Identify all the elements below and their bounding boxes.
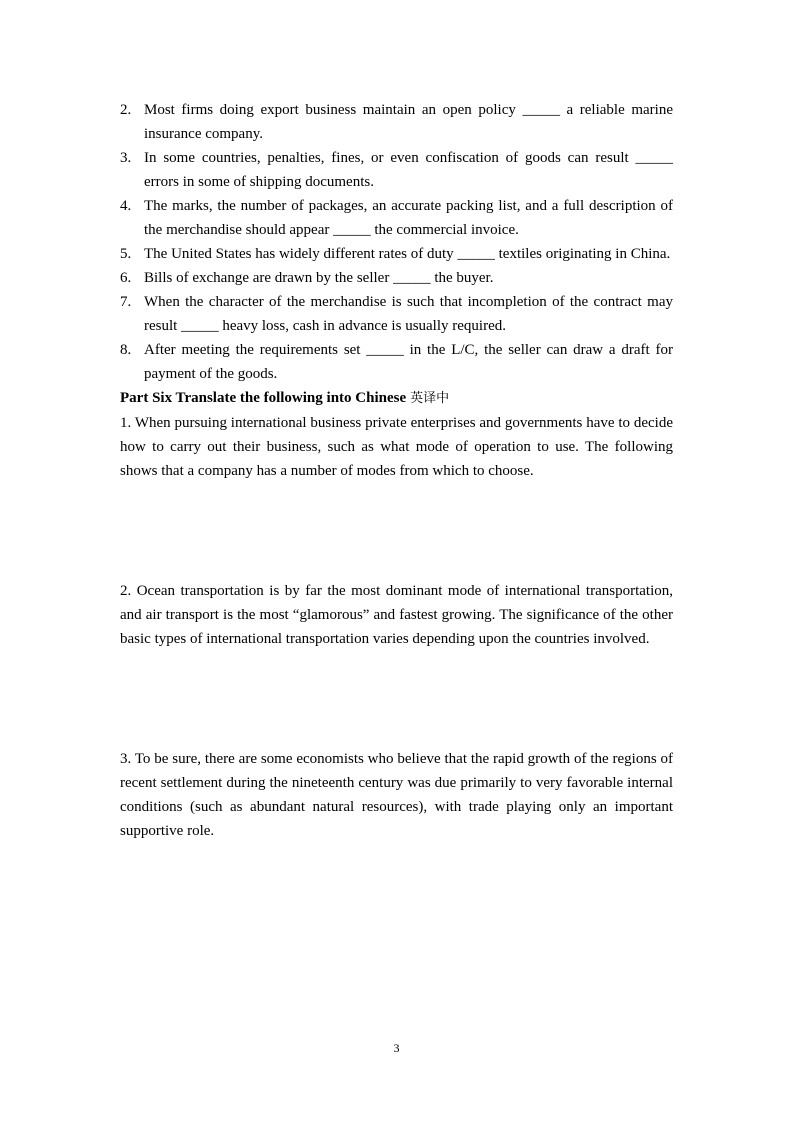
item-text: When the character of the merchandise is such that incompletion of the contract may result _____ heavy loss, cash in advance is usually required. xyxy=(144,294,673,334)
item-text: In some countries, penalties, fines, or even confiscation of goods can result _____ errors in some of shipping documents. xyxy=(144,150,673,190)
item-number: 8. xyxy=(120,342,132,358)
exercise-item-6 xyxy=(120,266,673,290)
item-text: The United States has widely different rates of duty _____ textiles originating in China. xyxy=(144,246,671,262)
exercise-item-4 xyxy=(120,194,673,242)
item-number: 5. xyxy=(120,246,132,262)
part-six-subtitle: 英译中 xyxy=(410,391,450,406)
item-number: 3. xyxy=(120,150,132,166)
exercise-item-2 xyxy=(120,98,673,146)
item-number: 4. xyxy=(120,198,132,214)
item-number: 6. xyxy=(120,270,132,286)
page-number: 3 xyxy=(393,1041,400,1055)
translation-passage-1: 1. When pursuing international business private enterprises and governments have to decide how to carry out their business, such as what mode of operation to use. The following shows that a company has a number of modes from which to choose. xyxy=(120,415,673,479)
exercise-item-7 xyxy=(120,290,673,338)
item-text: The marks, the number of packages, an accurate packing list, and a full description of the merchandise should appear _____ the commercial invoice. xyxy=(144,198,673,238)
item-number: 2. xyxy=(120,102,132,118)
translation-passage-3: 3. To be sure, there are some economists who believe that the rapid growth of the regions of recent settlement during the nineteenth century was due primarily to very favorable internal conditions (such as abundant natural resources), with trade playing only an important supportive role. xyxy=(120,751,673,839)
exercise-item-3 xyxy=(120,146,673,194)
exercise-item-5 xyxy=(120,242,673,266)
translation-passage-2: 2. Ocean transportation is by far the most dominant mode of international transportation, and air transport is the most “glamorous” and fastest growing. The significance of the other basic types of international transportation varies depending upon the countries involved. xyxy=(120,583,673,647)
part-six-title: Part Six Translate the following into Chinese xyxy=(120,390,407,406)
exercise-item-8 xyxy=(120,338,673,386)
answer-space-2 xyxy=(120,651,673,747)
item-text: After meeting the requirements set _____ in the L/C, the seller can draw a draft for payment of the goods. xyxy=(144,342,673,382)
item-text: Most firms doing export business maintain an open policy _____ a reliable marine insurance company. xyxy=(144,102,673,142)
item-text: Bills of exchange are drawn by the seller _____ the buyer. xyxy=(144,270,494,286)
answer-space-1 xyxy=(120,483,673,579)
item-number: 7. xyxy=(120,294,132,310)
part-six-heading xyxy=(120,386,673,411)
document-body xyxy=(120,98,673,843)
